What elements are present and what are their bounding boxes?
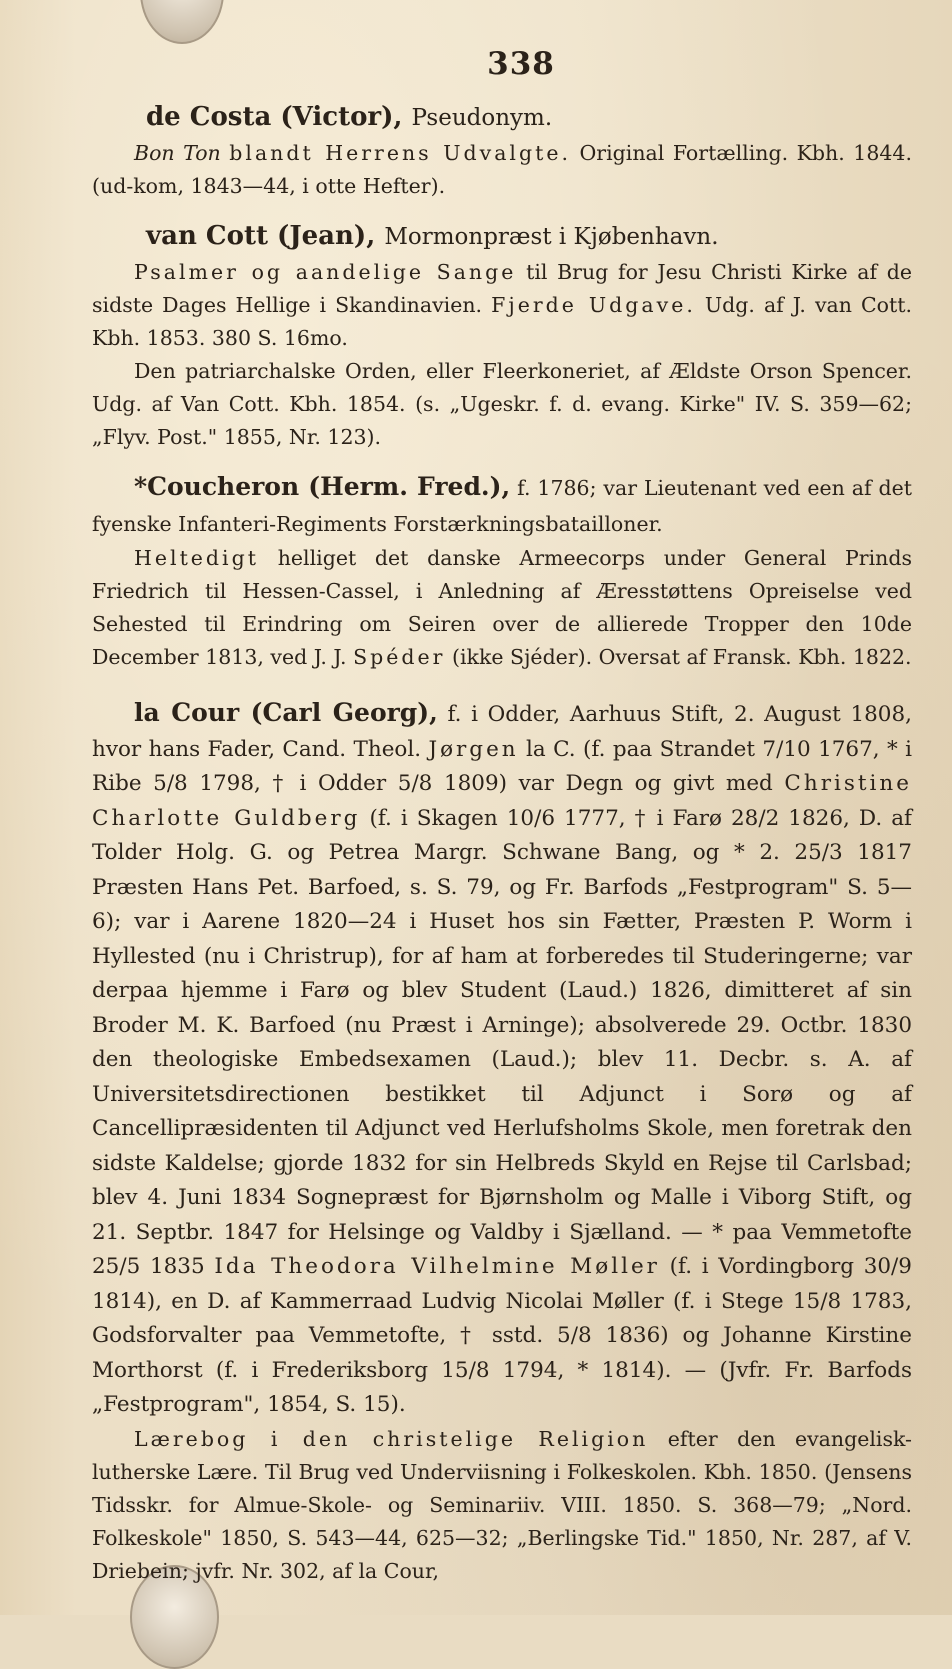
page-number: 338 bbox=[487, 46, 555, 82]
entry-name: van Cott (Jean), bbox=[146, 221, 376, 251]
entry-heading-coucheron bbox=[92, 468, 912, 542]
entry-heading-costa bbox=[146, 98, 912, 137]
work-title-spaced: Psalmer og aandelige Sange bbox=[134, 260, 517, 284]
bio-text: la C. (f. paa Strandet 7/10 1767, * i Ribe 5/8 1798, † i Odder 5/8 1809) var Degn og givt med bbox=[92, 736, 913, 796]
entry-text bbox=[92, 542, 912, 674]
entry-text bbox=[92, 1423, 912, 1588]
bio-text: (f. i Skagen 10/6 1777, † i Farø 28/2 1826, D. af Tolder Holg. G. og Petrea Margr. Schwane Bang, og * 2. 25/3 1817 Præsten Hans Pet. Barfoed, s. S. 79, og Fr. Barfods „Festprogram" S. 5—6); var i Aarene 1820—24 i Huset hos sin Fætter, Præsten P. Worm i Hyllested (nu i Christrup), for af ham at forberedes til Studeringerne; var derpaa hjemme i Farø og blev Student (Laud.) 1826, dimitteret af sin Broder M. K. Barfoed (nu Præst i Arninge); absolverede 29. Octbr. 1830 den theologiske Embedsexamen (Laud.); blev 11. Decbr. s. A. af Universitetsdirectionen bestikket til Adjunct i Sorø og af Cancellipræsidenten til Adjunct ved Herlufsholms Skole, men foretrak den sidste Kaldelse; gjorde 1832 for sin Helbreds Skyld en Rejse til Carlsbad; blev 4. Juni 1834 Sognepræst for Bjørnsholm og Malle i Viborg Stift, og 21. Septbr. 1847 for Helsinge og Valdby i Sjælland. — * paa Vemmetofte 25/5 1835 bbox=[92, 805, 912, 1279]
bio-name-spaced: Ida Theodora Vilhelmine Møller bbox=[214, 1254, 660, 1279]
entry-name: la Cour (Carl Georg), bbox=[134, 698, 438, 727]
work-title-spaced: Heltedigt bbox=[134, 546, 259, 570]
page-content bbox=[92, 40, 912, 1588]
work-details: Den patriarchalske Orden, eller Fleerkoneriet, af Ældste Orson Spencer. Udg. af Van Cott. Kbh. 1854. (s. „Ugeskr. f. d. evang. Kirke" IV. S. 359—62; „Flyv. Post." 1855, Nr. 123). bbox=[92, 359, 912, 449]
work-details: til Brug for Jesu Christi Kirke af de sidste Dages Hellige i Skandinavien. bbox=[92, 260, 913, 317]
work-edition-spaced: Fjerde Udgave. bbox=[491, 293, 696, 317]
work-details: helliget det danske Armeecorps under General Prinds Friedrich til Hessen-Cassel, i Anledning af Æresstøttens Opreiselse ved Sehested til Erindring om Seiren over de allierede Tropper den 10de December 1813, ved J. J. bbox=[92, 546, 912, 669]
bio-text: (f. i Vordingborg 30/9 1814), en D. af Kammerraad Ludvig Nicolai Møller (f. i Stege 15/8 1783, Godsforvalter paa Vemmetofte, † sstd. 5/8 1836) og Johanne Kirstine Morthorst (f. i Frederiksborg 15/8 1794, * 1814). — (Jvfr. Fr. Barfods „Festprogram", 1854, S. 15). bbox=[92, 1254, 912, 1417]
work-title-spaced: Lærebog i den christelige Religion bbox=[134, 1426, 649, 1451]
work-details: efter den evangelisk-lutherske Lære. Til Brug ved Underviisning i Folkeskolen. Kbh. 1850. (Jensens Tidsskr. for Almue-Skole- og Seminariiv. VIII. 1850. S. 368—79; „Nord. Folkeskole" 1850, S. 543—44, 625—32; „Berlingske Tid." 1850, Nr. 287, af V. Driebein; jvfr. Nr. 302, af la Cour, bbox=[92, 1426, 912, 1583]
work-details-2: Udg. af J. van Cott. Kbh. 1853. 380 S. 16mo. bbox=[92, 293, 912, 350]
entry-text bbox=[92, 256, 912, 355]
entry-biography-lacour bbox=[92, 694, 912, 1423]
entry-name: *Coucheron (Herm. Fred.), bbox=[134, 472, 511, 501]
translator-spaced: Spéder bbox=[353, 645, 446, 669]
entry-heading-cott bbox=[146, 217, 912, 256]
work-details: Original Fortælling. Kbh. 1844. (ud-kom, 1843—44, i otte Hefter). bbox=[92, 141, 912, 198]
bio-name-spaced: Christine Charlotte Guldberg bbox=[92, 771, 912, 831]
entry-role: f. i Odder, Aarhuus Stift, 2. August 1808, hvor hans Fader, Cand. Theol. bbox=[92, 702, 912, 762]
entry-role: f. 1786; var Lieutenant ved een af det fyenske Infanteri-Regiments Forstærkningsbatailloner. bbox=[92, 476, 912, 536]
entry-text bbox=[92, 137, 912, 203]
entry-text bbox=[92, 355, 912, 454]
entry-name: de Costa (Victor), bbox=[146, 102, 403, 132]
work-title-spaced: blandt Herrens Udvalgte. bbox=[229, 141, 571, 165]
entry-role: Mormonpræst i Kjøbenhavn. bbox=[384, 224, 719, 250]
work-details-2: (ikke Sjéder). Oversat af Fransk. Kbh. 1822. bbox=[451, 645, 912, 669]
bio-name-spaced: Jørgen bbox=[428, 736, 519, 762]
paper-blot-top bbox=[140, 0, 224, 44]
work-title: Bon Ton bbox=[134, 141, 221, 165]
entry-role: Pseudonym. bbox=[411, 105, 553, 131]
